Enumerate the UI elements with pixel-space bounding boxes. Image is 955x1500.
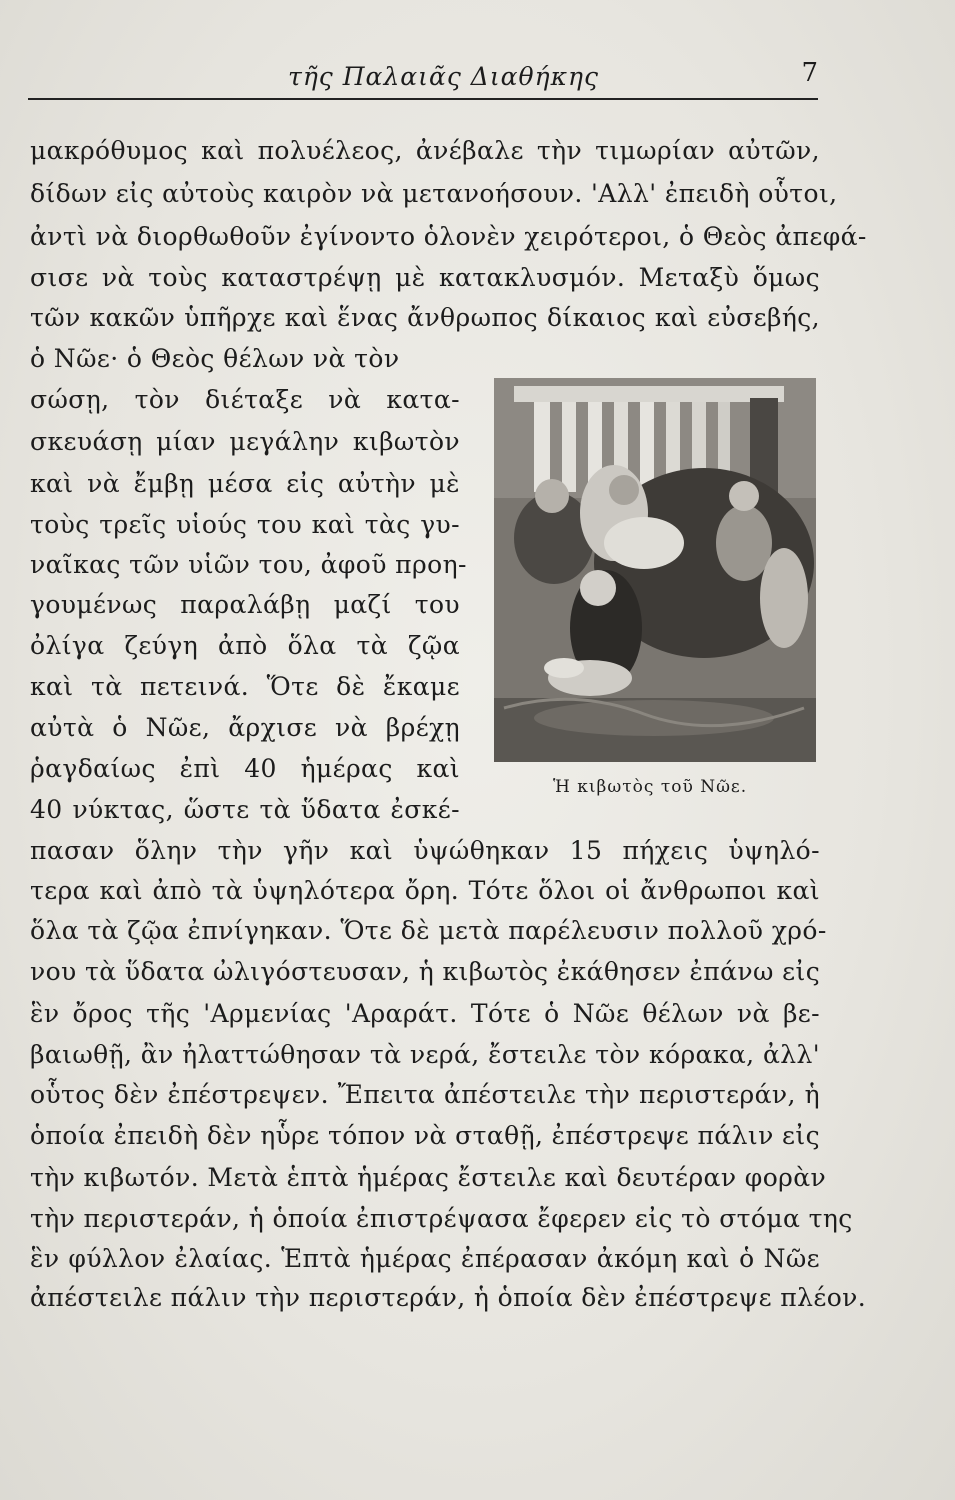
text-line: οὗτος δὲν ἐπέστρεψεν. Ἔπειτα ἀπέστειλε τὴν περιστεράν, ἡ [30, 1080, 820, 1109]
text-line: γουμένως παραλάβῃ μαζί του [30, 590, 460, 619]
text-line: σκευάσῃ μίαν μεγάλην κιβωτὸν [30, 427, 460, 456]
text-line: αὐτὰ ὁ Νῶε, ἄρχισε νὰ βρέχῃ [30, 713, 460, 742]
text-line: ἓν ὄρος τῆς 'Αρμενίας 'Αραράτ. Τότε ὁ Νῶε θέλων νὰ βε- [30, 999, 820, 1028]
text-line: ἀπέστειλε πάλιν τὴν περιστεράν, ἡ ὁποία δὲν ἐπέστρεψε πλέον. [30, 1283, 867, 1312]
page-number: 7 [801, 58, 818, 88]
figure-caption: Ἡ κιβωτὸς τοῦ Νῶε. [553, 777, 748, 797]
header-rule [28, 98, 818, 100]
text-line: τὴν κιβωτόν. Μετὰ ἑπτὰ ἡμέρας ἔστειλε καὶ δευτέραν φορὰν [30, 1163, 827, 1192]
text-line: ὀλίγα ζεύγη ἀπὸ ὅλα τὰ ζῷα [30, 631, 460, 660]
text-line: ὁποία ἐπειδὴ δὲν ηὗρε τόπον νὰ σταθῇ, ἐπέστρεψε πάλιν εἰς [30, 1121, 820, 1150]
text-line: σώσῃ, τὸν διέταξε νὰ κατα- [30, 385, 460, 414]
text-line: ναῖκας τῶν υἱῶν του, ἀφοῦ προη- [30, 550, 467, 579]
text-line: καὶ νὰ ἔμβῃ μέσα εἰς αὐτὴν μὲ [30, 469, 460, 498]
text-line: τὴν περιστεράν, ἡ ὁποία ἐπιστρέψασα ἔφερεν εἰς τὸ στόμα της [30, 1204, 853, 1233]
text-line: τοὺς τρεῖς υἱούς του καὶ τὰς γυ- [30, 510, 460, 539]
text-line: ὁ Νῶε· ὁ Θεὸς θέλων νὰ τὸν [30, 344, 400, 373]
noah-ark-illustration [494, 378, 816, 762]
text-line: πασαν ὅλην τὴν γῆν καὶ ὑψώθηκαν 15 πήχεις ὑψηλό- [30, 836, 820, 865]
text-line: βαιωθῇ, ἂν ἠλαττώθησαν τὰ νερά, ἔστειλε τὸν κόρακα, ἀλλ' [30, 1040, 820, 1069]
text-line: ἀντὶ νὰ διορθωθοῦν ἐγίνοντο ὁλονὲν χειρότεροι, ὁ Θεὸς ἀπεφά- [30, 222, 867, 251]
text-line: μακρόθυμος καὶ πολυέλεος, ἀνέβαλε τὴν τιμωρίαν αὐτῶν, [30, 136, 820, 165]
text-line: σισε νὰ τοὺς καταστρέψῃ μὲ κατακλυσμόν. Μεταξὺ ὅμως [30, 263, 820, 292]
text-line: ἓν φύλλον ἐλαίας. Ἑπτὰ ἡμέρας ἐπέρασαν ἀκόμη καὶ ὁ Νῶε [30, 1244, 820, 1273]
text-line: ῥαγδαίως ἐπὶ 40 ἡμέρας καὶ [30, 754, 460, 783]
page-header [28, 58, 818, 96]
text-line: τερα καὶ ἀπὸ τὰ ὑψηλότερα ὄρη. Τότε ὅλοι οἱ ἄνθρωποι καὶ [30, 876, 820, 905]
text-line: καὶ τὰ πετεινά. Ὅτε δὲ ἔκαμε [30, 672, 460, 701]
text-line: νου τὰ ὕδατα ὠλιγόστευσαν, ἡ κιβωτὸς ἐκάθησεν ἐπάνω εἰς [30, 957, 821, 986]
text-line: 40 νύκτας, ὥστε τὰ ὕδατα ἐσκέ- [30, 795, 460, 824]
text-line: δίδων εἰς αὐτοὺς καιρὸν νὰ μετανοήσουν. 'Αλλ' ἐπειδὴ οὗτοι, [30, 179, 838, 208]
text-line: τῶν κακῶν ὑπῆρχε καὶ ἕνας ἄνθρωπος δίκαιος καὶ εὐσεβής, [30, 303, 820, 332]
running-title: τῆς Παλαιᾶς Διαθήκης [288, 62, 599, 91]
text-line: ὅλα τὰ ζῷα ἐπνίγηκαν. Ὅτε δὲ μετὰ παρέλευσιν πολλοῦ χρό- [30, 916, 827, 945]
